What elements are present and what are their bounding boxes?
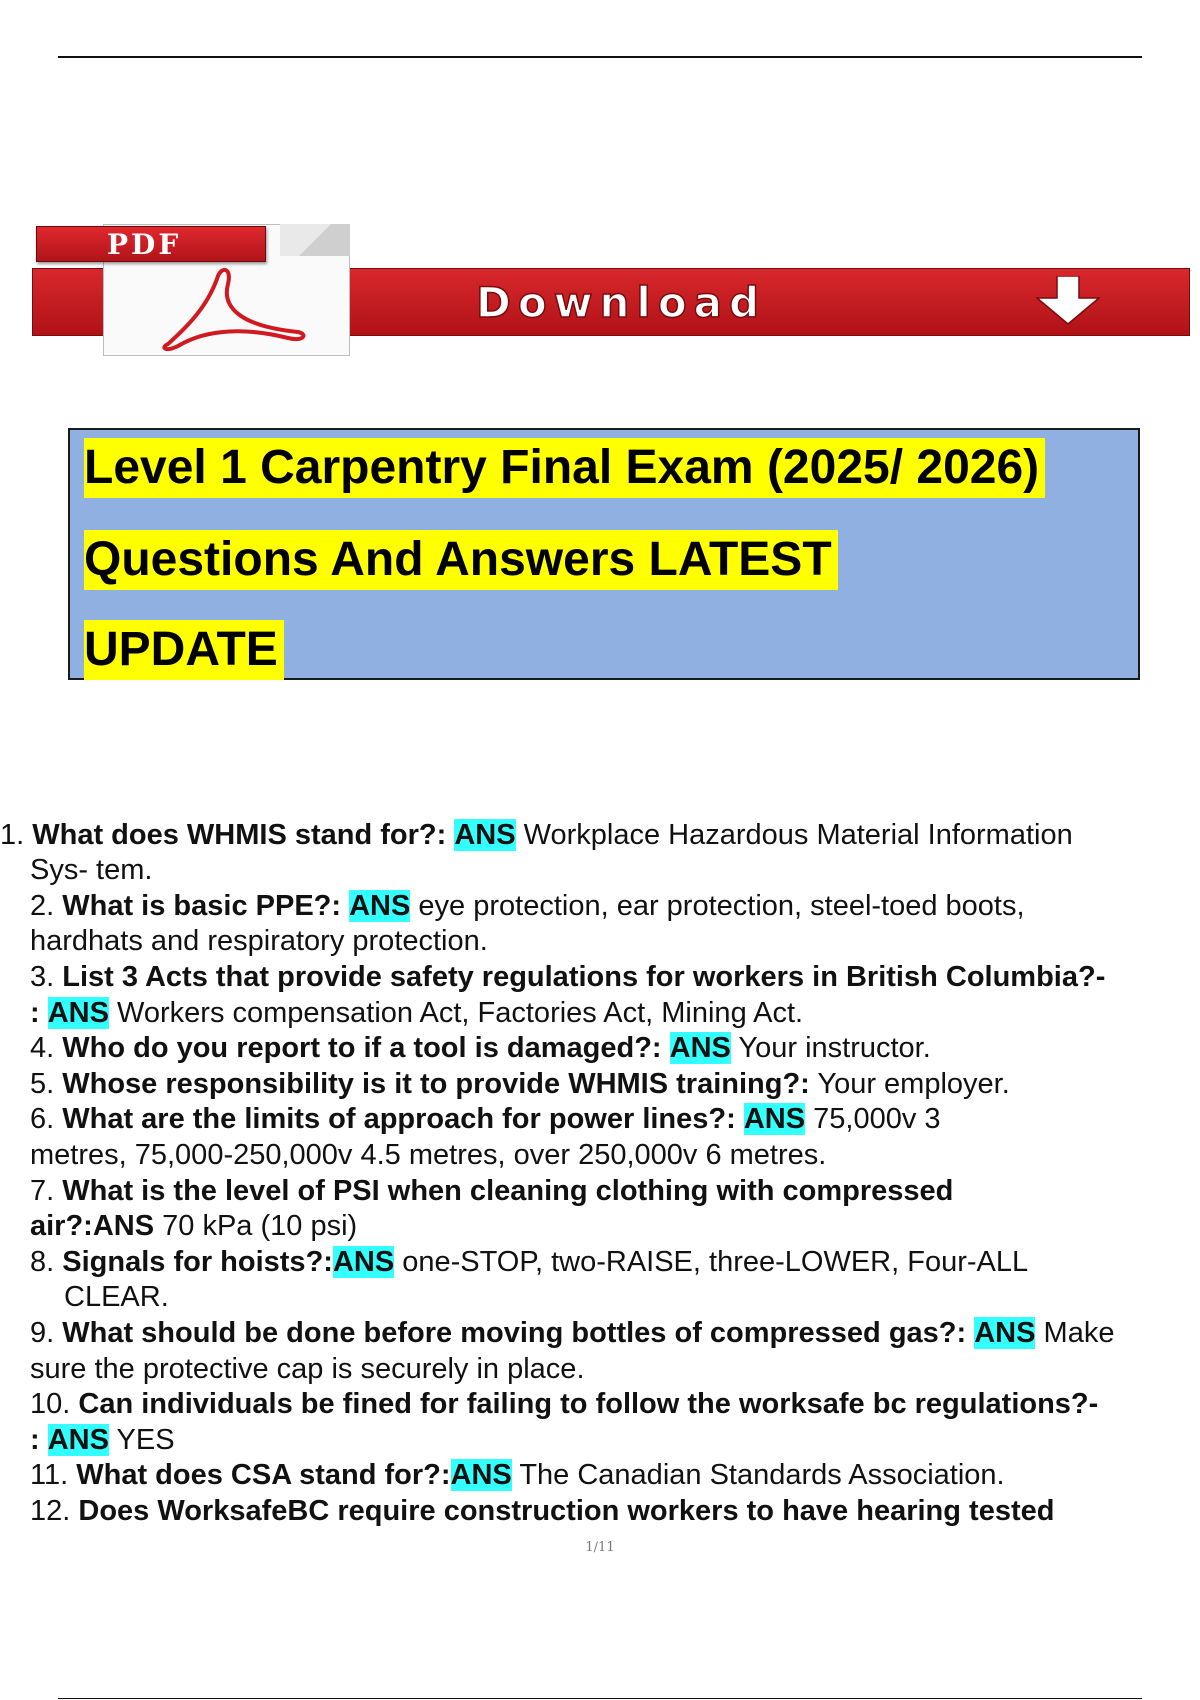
list-item: 9. What should be done before moving bottles of compressed gas?: ANS Make xyxy=(30,1317,1115,1349)
ans-badge: ANS xyxy=(47,1424,109,1456)
ans-badge: ANS xyxy=(332,1246,395,1278)
list-item-cont: : ANS YES xyxy=(30,1424,175,1456)
ans-badge: ANS xyxy=(454,819,516,851)
ans-badge: ANS xyxy=(349,890,411,922)
ans-badge: ANS xyxy=(450,1459,512,1491)
list-item: 1. What does WHMIS stand for?: ANS Workplace Hazardous Material Information xyxy=(0,819,1073,851)
list-item: 12. Does WorksafeBC require construction workers to have hearing tested xyxy=(30,1495,1055,1527)
list-item: 11. What does CSA stand for?:ANS The Canadian Standards Association. xyxy=(30,1459,1005,1491)
list-item: 4. Who do you report to if a tool is damaged?: ANS Your instructor. xyxy=(30,1032,931,1064)
top-rule xyxy=(58,56,1142,58)
pdf-download-banner[interactable] xyxy=(28,218,1188,354)
list-item: 5. Whose responsibility is it to provide WHMIS training?: Your employer. xyxy=(30,1068,1010,1100)
list-item: 2. What is basic PPE?: ANS eye protection, ear protection, steel-toed boots, xyxy=(30,890,1025,922)
page-number: 1/11 xyxy=(585,1540,615,1555)
list-item-cont: sure the protective cap is securely in place. xyxy=(30,1353,585,1385)
list-item: 6. What are the limits of approach for power lines?: ANS 75,000v 3 xyxy=(30,1103,941,1135)
list-item-cont: : ANS Workers compensation Act, Factories Act, Mining Act. xyxy=(30,997,804,1029)
title-line-3: UPDATE xyxy=(84,620,284,680)
list-item: 7. What is the level of PSI when cleaning clothing with compressed xyxy=(30,1175,954,1207)
list-item-cont: hardhats and respiratory protection. xyxy=(30,925,488,957)
list-item-cont: Sys- tem. xyxy=(30,854,153,886)
list-item: 8. Signals for hoists?:ANS one-STOP, two-RAISE, three-LOWER, Four-ALL xyxy=(30,1246,1029,1278)
list-item-cont: metres, 75,000-250,000v 4.5 metres, over 250,000v 6 metres. xyxy=(30,1139,827,1171)
bottom-rule xyxy=(58,1698,1142,1699)
ans-badge: ANS xyxy=(669,1032,731,1064)
download-label[interactable]: Download xyxy=(476,278,767,327)
title-line-2: Questions And Answers LATEST xyxy=(84,530,838,590)
list-item: 3. List 3 Acts that provide safety regulations for workers in British Columbia?- xyxy=(30,961,1106,993)
title-line-1: Level 1 Carpentry Final Exam (2025/ 2026) xyxy=(84,438,1045,498)
ans-badge: ANS xyxy=(47,997,109,1029)
list-item-cont: air?:ANS 70 kPa (10 psi) xyxy=(30,1210,358,1242)
title-box xyxy=(68,428,1140,680)
list-item-cont: CLEAR. xyxy=(64,1281,169,1313)
ans-badge: ANS xyxy=(974,1317,1036,1349)
pdf-label: PDF xyxy=(36,226,266,262)
ans-badge: ANS xyxy=(743,1103,806,1135)
list-item: 10. Can individuals be fined for failing to follow the worksafe bc regulations?- xyxy=(30,1388,1099,1420)
acrobat-logo-icon xyxy=(148,266,308,352)
page-fold-icon xyxy=(280,224,350,256)
download-arrow-icon[interactable] xyxy=(1033,276,1103,326)
